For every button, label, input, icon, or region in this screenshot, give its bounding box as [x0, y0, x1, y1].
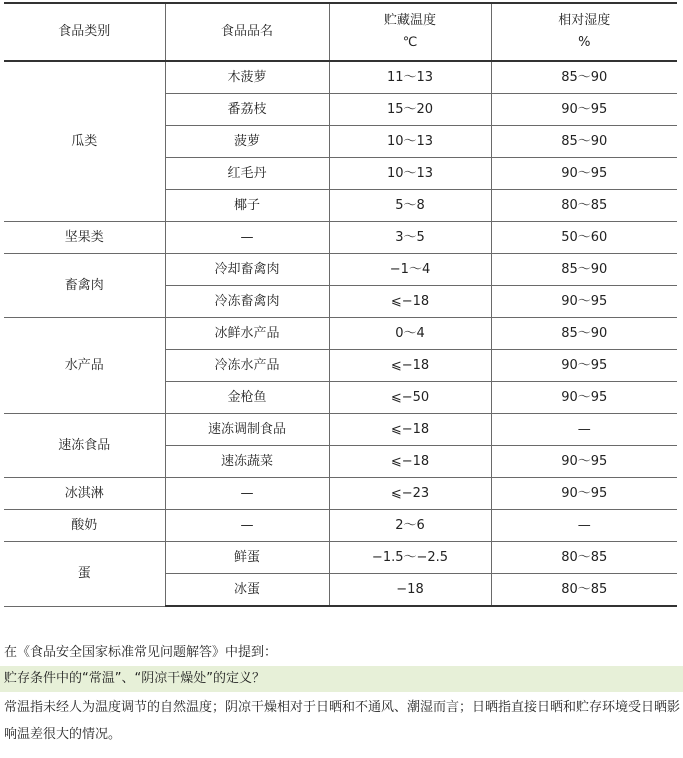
food-name-cell: 冰鲜水产品 — [165, 318, 329, 350]
food-name-cell: 速冻蔬菜 — [165, 446, 329, 478]
food-name-cell: 冷冻水产品 — [165, 350, 329, 382]
header-temperature-label: 贮藏温度 — [383, 13, 436, 28]
humidity-cell: 85～90 — [491, 126, 677, 158]
faq-text-block — [0, 640, 683, 748]
temperature-cell: ⩽−18 — [329, 414, 491, 446]
humidity-cell: 90～95 — [491, 446, 677, 478]
category-cell: 瓜类 — [4, 61, 165, 222]
table-header-row — [4, 3, 677, 61]
humidity-cell: 90～95 — [491, 286, 677, 318]
temperature-cell: 3～5 — [329, 222, 491, 254]
humidity-cell: — — [491, 414, 677, 446]
category-cell: 坚果类 — [4, 222, 165, 254]
header-humidity — [491, 3, 677, 61]
humidity-cell: 90～95 — [491, 478, 677, 510]
table-row — [4, 254, 677, 286]
header-temperature-unit: ℃ — [402, 35, 418, 50]
table-row — [4, 542, 677, 574]
food-name-cell: 冷却畜禽肉 — [165, 254, 329, 286]
category-cell: 速冻食品 — [4, 414, 165, 478]
category-cell: 蛋 — [4, 542, 165, 607]
table-row — [4, 222, 677, 254]
temperature-cell: ⩽−18 — [329, 350, 491, 382]
faq-answer: 常温指未经人为温度调节的自然温度；阴凉干燥相对于日晒和不通风、潮湿而言；日晒指直接日晒和贮存环境受日晒影响温差很大的情况。 — [4, 700, 681, 742]
food-name-cell: — — [165, 222, 329, 254]
humidity-cell: 90～95 — [491, 94, 677, 126]
intro-text: 在《食品安全国家标准常见问题解答》中提到： — [4, 645, 278, 660]
temperature-cell: 2～6 — [329, 510, 491, 542]
food-name-cell: 木菠萝 — [165, 61, 329, 94]
food-name-cell: 金枪鱼 — [165, 382, 329, 414]
category-cell: 酸奶 — [4, 510, 165, 542]
temperature-cell: −1～4 — [329, 254, 491, 286]
header-humidity-unit: % — [578, 35, 591, 50]
header-temperature — [329, 3, 491, 61]
food-name-cell: 冷冻畜禽肉 — [165, 286, 329, 318]
temperature-cell: 15～20 — [329, 94, 491, 126]
temperature-cell: ⩽−18 — [329, 286, 491, 318]
food-name-cell: 番荔枝 — [165, 94, 329, 126]
humidity-cell: 90～95 — [491, 350, 677, 382]
temperature-cell: ⩽−50 — [329, 382, 491, 414]
header-humidity-label: 相对湿度 — [558, 13, 611, 28]
food-name-cell: — — [165, 510, 329, 542]
food-name-cell: 椰子 — [165, 190, 329, 222]
storage-conditions-table — [4, 2, 677, 607]
table-row — [4, 414, 677, 446]
header-category: 食品类别 — [4, 3, 165, 61]
temperature-cell: 10～13 — [329, 126, 491, 158]
humidity-cell: — — [491, 510, 677, 542]
humidity-cell: 50～60 — [491, 222, 677, 254]
table-row — [4, 478, 677, 510]
temperature-cell: ⩽−18 — [329, 446, 491, 478]
humidity-cell: 80～85 — [491, 542, 677, 574]
food-name-cell: 菠萝 — [165, 126, 329, 158]
temperature-cell: 0～4 — [329, 318, 491, 350]
humidity-cell: 80～85 — [491, 574, 677, 607]
temperature-cell: −1.5～−2.5 — [329, 542, 491, 574]
food-name-cell: 红毛丹 — [165, 158, 329, 190]
temperature-cell: ⩽−23 — [329, 478, 491, 510]
table-row — [4, 510, 677, 542]
table-row — [4, 318, 677, 350]
humidity-cell: 85～90 — [491, 61, 677, 94]
table-body — [4, 61, 677, 606]
temperature-cell: 5～8 — [329, 190, 491, 222]
temperature-cell: 11～13 — [329, 61, 491, 94]
category-cell: 冰淇淋 — [4, 478, 165, 510]
food-name-cell: 冰蛋 — [165, 574, 329, 607]
category-cell: 水产品 — [4, 318, 165, 414]
humidity-cell: 90～95 — [491, 158, 677, 190]
humidity-cell: 80～85 — [491, 190, 677, 222]
temperature-cell: 10～13 — [329, 158, 491, 190]
food-name-cell: — — [165, 478, 329, 510]
header-name: 食品品名 — [165, 3, 329, 61]
table-row — [4, 61, 677, 94]
temperature-cell: −18 — [329, 574, 491, 607]
faq-question: 贮存条件中的“常温”、“阴凉干燥处”的定义？ — [0, 666, 683, 692]
humidity-cell: 85～90 — [491, 254, 677, 286]
humidity-cell: 90～95 — [491, 382, 677, 414]
food-name-cell: 速冻调制食品 — [165, 414, 329, 446]
food-name-cell: 鲜蛋 — [165, 542, 329, 574]
humidity-cell: 85～90 — [491, 318, 677, 350]
storage-conditions-table-wrap — [4, 2, 677, 607]
category-cell: 畜禽肉 — [4, 254, 165, 318]
